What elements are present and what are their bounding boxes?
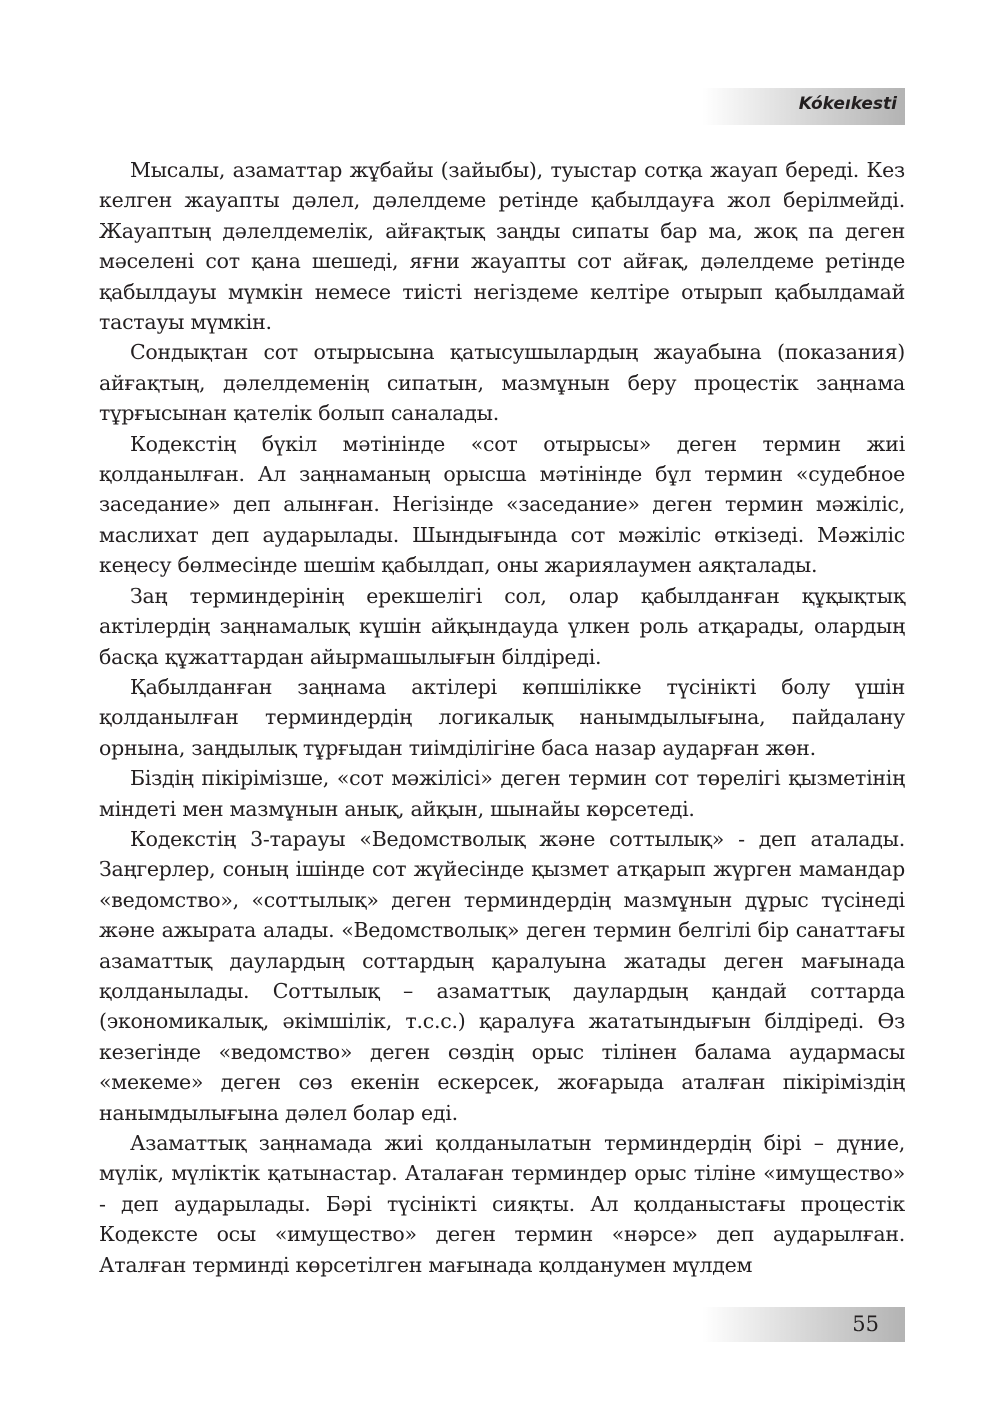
paragraph: Заң терминдерінің ерекшелігі сол, олар қабылданған құқықтық актілердің заңнамалық күшін айқындауда үлкен роль атқарады, олардың басқа құжаттардан айырмашылығын білдіреді. <box>99 583 905 669</box>
running-header-title: Kókeıkesti <box>798 94 897 114</box>
paragraph: Азаматтық заңнамада жиі қолданылатын терминдердің бірі – дүние, мүлік, мүліктік қатынастар. Аталаған терминдер орыс тіліне «имущество» - деп аударылады. Бәрі түсінікті сияқты. Ал қолданыстағы процестік Кодексте осы «имущество» деген термин «нәрсе» деп аударылған. Аталған терминді көрсетілген мағынада қолданумен мүлдем <box>99 1131 905 1277</box>
paragraph: Қабылданған заңнама актілері көпшілікке түсінікті болу үшін қолданылған терминдердің логикалық нанымдылығына, пайдалану орнына, заңдылық тұрғыдан тиімділігіне баса назар аударған жөн. <box>99 674 905 760</box>
page-footer <box>702 1307 905 1342</box>
body-text <box>99 155 905 1280</box>
running-header <box>702 88 905 125</box>
paragraph: Сондықтан сот отырысына қатысушылардың жауабына (показания) айғақтың, дәлелдеменің сипатын, мазмұнын беру процестік заңнама тұрғысынан қателік болып саналады. <box>99 340 905 426</box>
paragraph: Кодекстің бүкіл мәтінінде «сот отырысы» деген термин жиі қолданылған. Ал заңнаманың орысша мәтінінде бұл термин «судебное заседание» деп алынған. Негізінде «заседание» деген термин мәжіліс, маслихат деп аударылады. Шындығында сот мәжіліс өткізеді. Мәжіліс кеңесу бөлмесінде шешім қабылдап, оны жариялаумен аяқталады. <box>99 431 905 578</box>
paragraph: Біздің пікірімізше, «сот мәжілісі» деген термин сот төрелігі қызметінің міндеті мен мазмұнын анық, айқын, шынайы көрсетеді. <box>99 766 905 821</box>
page-number: 55 <box>852 1312 879 1336</box>
paragraph: Кодекстің 3-тарауы «Ведомстволық және соттылық» - деп аталады. Заңгерлер, соның ішінде сот жүйесінде қызмет атқарып жүрген мамандар «ведомство», «соттылық» деген терминдердің мазмұнын дұрыс түсінеді және ажырата алады. «Ведомстволық» деген термин белгілі бір санаттағы азаматтық даулардың соттардың қаралуына жатады деген мағынада қолданылады. Соттылық – азаматтық даулардың қандай соттарда (экономикалық, әкімшілік, т.с.с.) қаралуға жататындығын білдіреді. Өз кезегінде «ведомство» деген сөздің орыс тілінен балама аудармасы «мекеме» деген сөз екенін ескерсек, жоғарыда аталған пікіріміздің нанымдылығына дәлел болар еді. <box>99 826 905 1125</box>
paragraph: Мысалы, азаматтар жұбайы (зайыбы), туыстар сотқа жауап береді. Кез келген жауапты дәлел, дәлелдеме ретінде қабылдауға жол берілмейді. Жауаптың дәлелдемелік, айғақтық заңды сипаты бар ма, жоқ па деген мәселені сот қана шешеді, яғни жауапты сот айғақ, дәлелдеме ретінде қабылдауы мүмкін немесе тиісті негіздеме келтіре отырып қабылдамай тастауы мүмкін. <box>99 158 905 335</box>
